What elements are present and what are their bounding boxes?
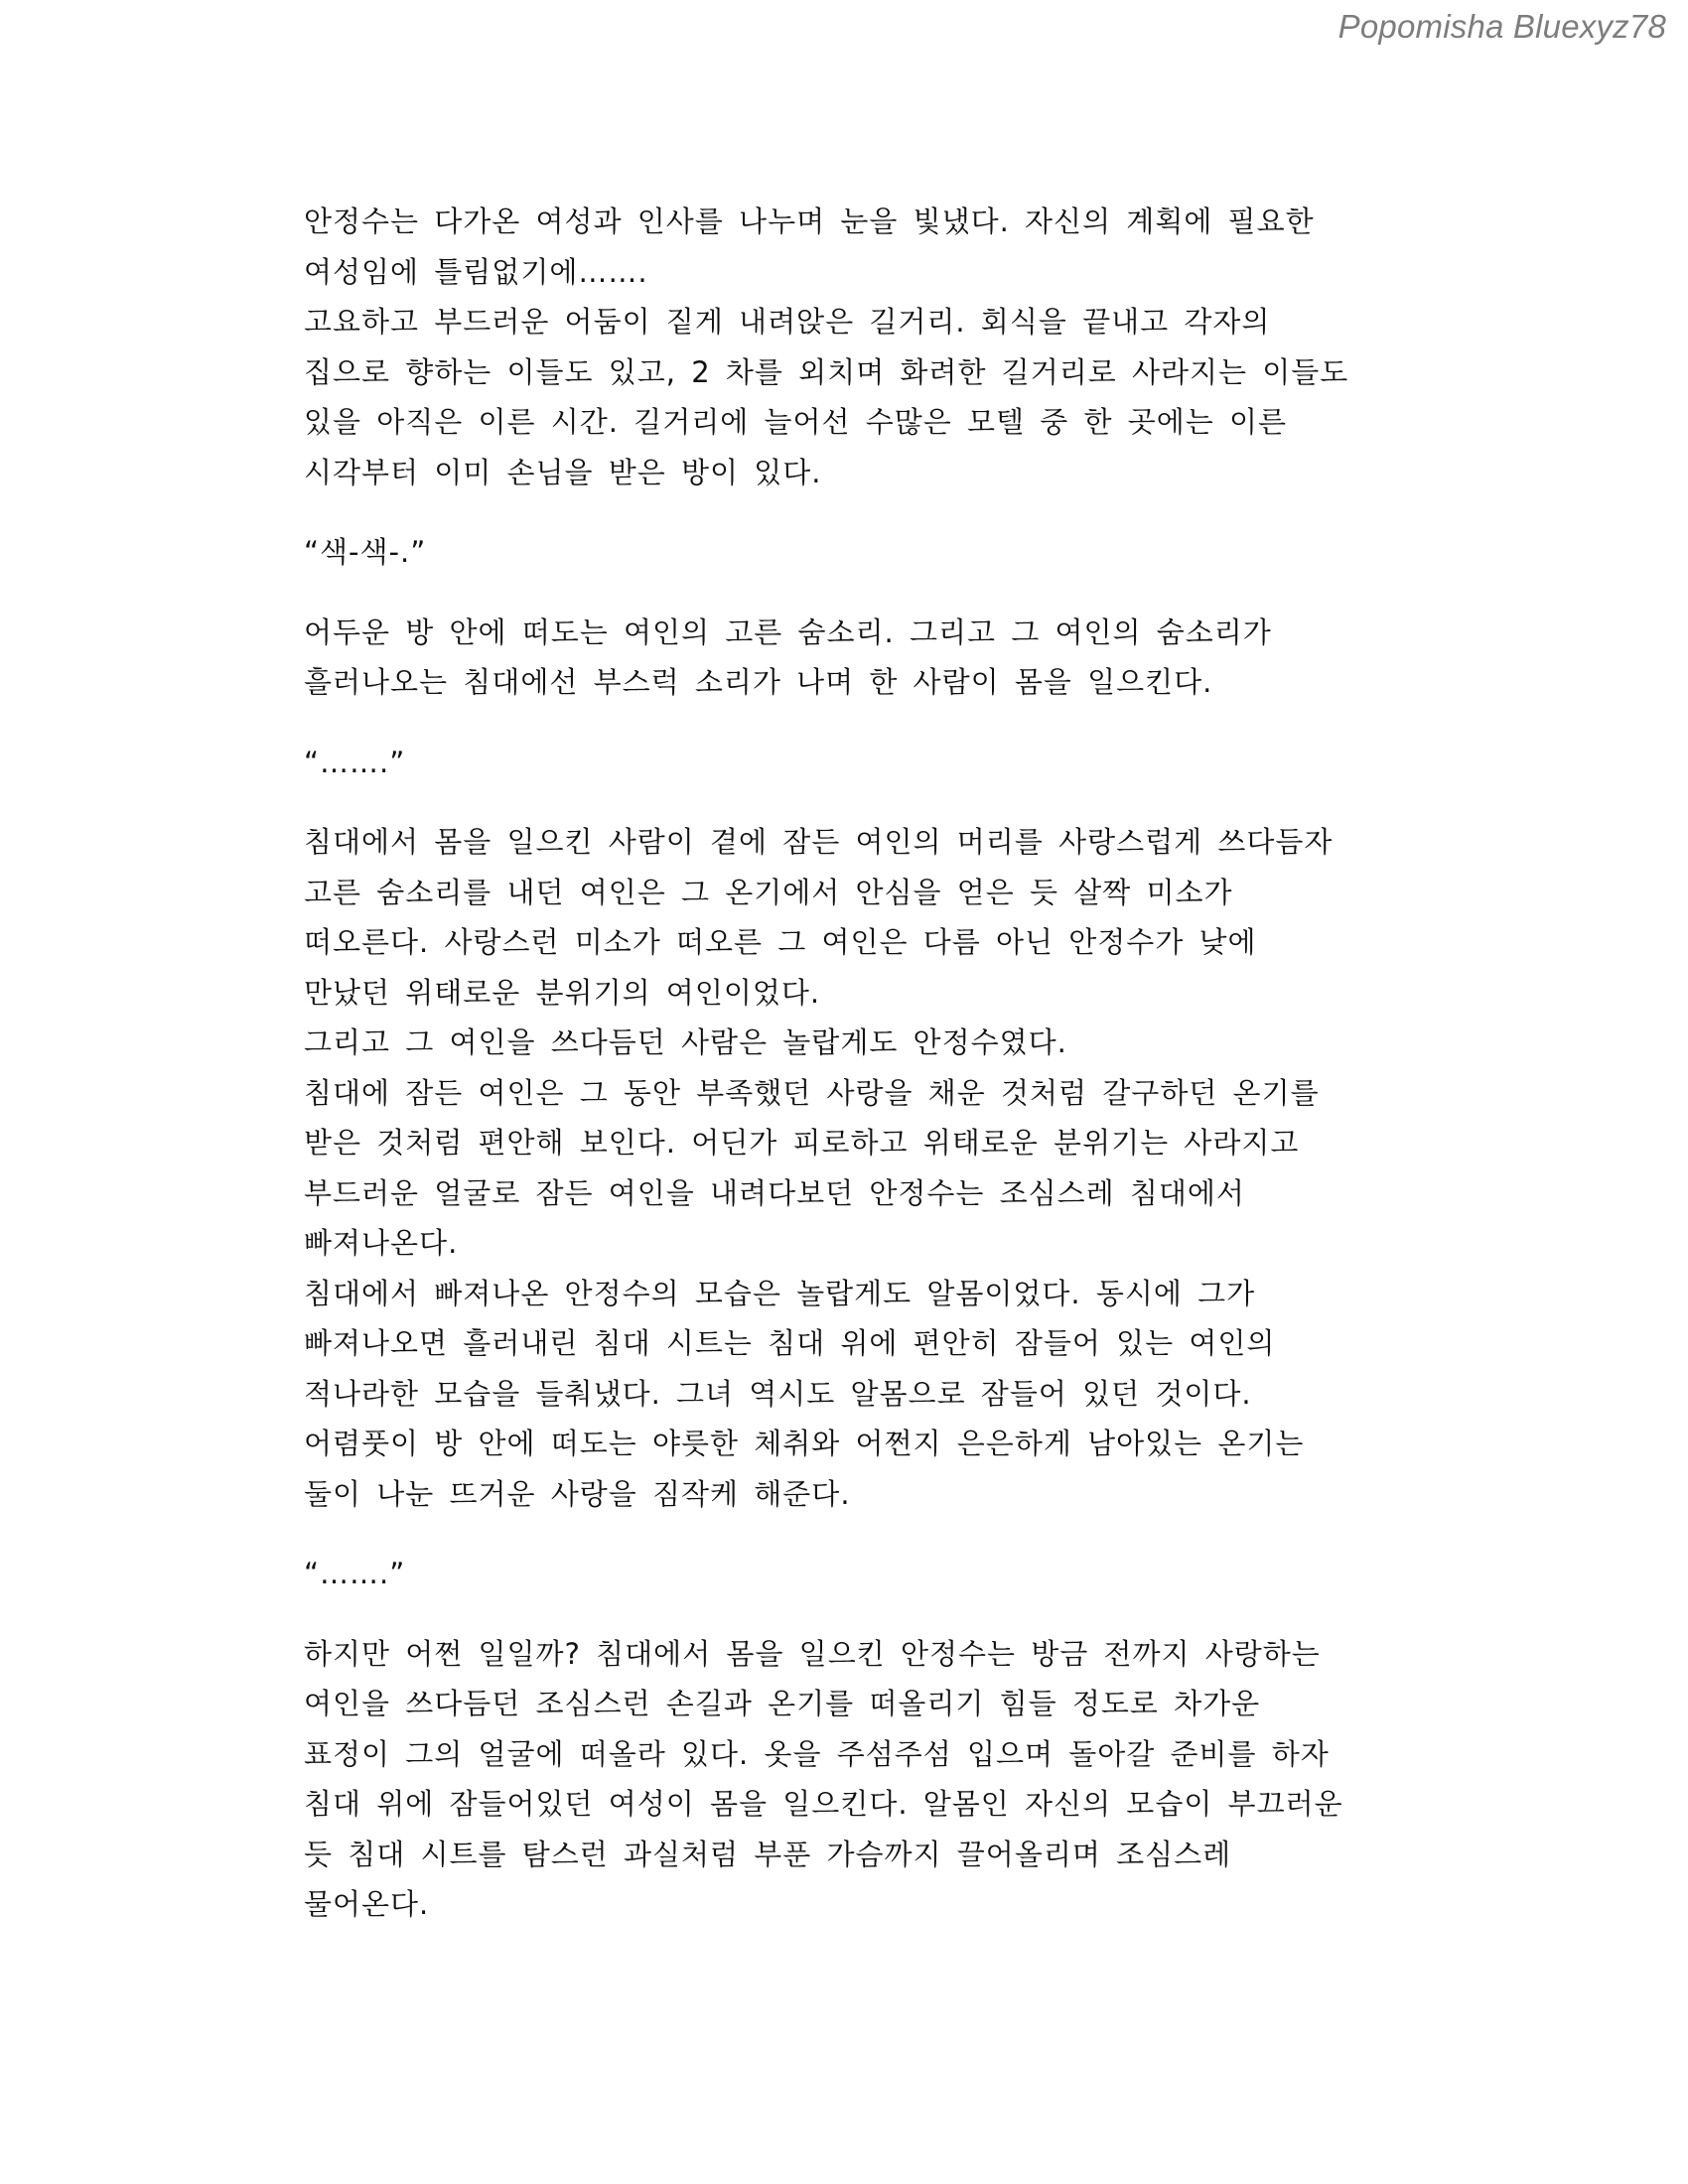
- paragraph: [304, 608, 1416, 708]
- text-line: 어두운 방 안에 떠도는 여인의 고른 숨소리. 그리고 그 여인의 숨소리가: [304, 614, 1272, 649]
- paragraph: [304, 1629, 1416, 1930]
- text-line: 침대에서 몸을 일으킨 사람이 곁에 잠든 여인의 머리를 사랑스럽게 쓰다듬자: [304, 825, 1334, 859]
- text-line: 적나라한 모습을 들춰냈다. 그녀 역시도 알몸으로 잠들어 있던 것이다.: [304, 1376, 1252, 1411]
- text-line: 둘이 나눈 뜨거운 사랑을 짐작케 해준다.: [304, 1476, 851, 1511]
- paragraph: [304, 1269, 1416, 1520]
- paragraph: [304, 297, 1416, 497]
- text-line: 시각부터 이미 손님을 받은 방이 있다.: [304, 455, 822, 489]
- paragraph: [304, 197, 1416, 297]
- paragraph: [304, 738, 1416, 788]
- text-line: 받은 것처럼 편안해 보인다. 어딘가 피로하고 위태로운 분위기는 사라지고: [304, 1126, 1300, 1160]
- text-line: 부드러운 얼굴로 잠든 여인을 내려다보던 안정수는 조심스레 침대에서: [304, 1175, 1245, 1210]
- paragraph: [304, 1018, 1416, 1068]
- paragraph-gap: [304, 1599, 1416, 1629]
- text-line: 집으로 향하는 이들도 있고, 2 차를 외치며 화려한 길거리로 사라지는 이들도: [304, 354, 1349, 389]
- paragraph-gap: [304, 708, 1416, 738]
- page-body: [304, 197, 1416, 1930]
- text-line: 흘러나오는 침대에선 부스럭 소리가 나며 한 사람이 몸을 일으킨다.: [304, 665, 1213, 699]
- text-line: 빠져나오면 흘러내린 침대 시트는 침대 위에 편안히 잠들어 있는 여인의: [304, 1326, 1276, 1360]
- text-line: “…….”: [304, 745, 406, 779]
- text-line: 고른 숨소리를 내던 여인은 그 온기에서 안심을 얻은 듯 살짝 미소가: [304, 875, 1233, 909]
- text-line: 표정이 그의 얼굴에 떠올라 있다. 옷을 주섬주섬 입으며 돌아갈 준비를 하자: [304, 1736, 1330, 1771]
- text-line: 어렴풋이 방 안에 떠도는 야릇한 체취와 어쩐지 은은하게 남아있는 온기는: [304, 1427, 1305, 1460]
- watermark: Popomisha Bluexyz78: [1337, 8, 1666, 45]
- paragraph: [304, 817, 1416, 1018]
- text-line: 침대에 잠든 여인은 그 동안 부족했던 사랑을 채운 것처럼 갈구하던 온기를: [304, 1075, 1320, 1110]
- text-line: 그리고 그 여인을 쓰다듬던 사람은 놀랍게도 안정수였다.: [304, 1025, 1067, 1059]
- text-line: 떠오른다. 사랑스런 미소가 떠오른 그 여인은 다름 아닌 안정수가 낮에: [304, 925, 1257, 959]
- text-line: 여성임에 틀림없기에…….: [304, 254, 648, 289]
- text-line: 있을 아직은 이른 시간. 길거리에 늘어선 수많은 모텔 중 한 곳에는 이른: [304, 405, 1288, 439]
- text-line: 침대 위에 잠들어있던 여성이 몸을 일으킨다. 알몸인 자신의 모습이 부끄러운: [304, 1787, 1343, 1821]
- text-line: 빠져나온다.: [304, 1226, 459, 1260]
- text-line: 물어온다.: [304, 1887, 430, 1921]
- text-line: 듯 침대 시트를 탐스런 과실처럼 부푼 가슴까지 끌어올리며 조심스레: [304, 1837, 1232, 1871]
- text-line: 하지만 어쩐 일일까? 침대에서 몸을 일으킨 안정수는 방금 전까지 사랑하는: [304, 1636, 1321, 1671]
- paragraph-gap: [304, 497, 1416, 527]
- text-line: 안정수는 다가온 여성과 인사를 나누며 눈을 빛냈다. 자신의 계획에 필요한: [304, 205, 1315, 238]
- paragraph: [304, 527, 1416, 578]
- text-line: “…….”: [304, 1557, 406, 1590]
- paragraph-gap: [304, 1519, 1416, 1549]
- text-line: 만났던 위태로운 분위기의 여인이었다.: [304, 975, 821, 1010]
- paragraph-gap: [304, 578, 1416, 608]
- paragraph: [304, 1068, 1416, 1269]
- paragraph-gap: [304, 787, 1416, 817]
- text-line: 침대에서 빠져나온 안정수의 모습은 놀랍게도 알몸이었다. 동시에 그가: [304, 1276, 1256, 1310]
- text-line: “색-색-.”: [304, 535, 427, 569]
- text-line: 고요하고 부드러운 어둠이 짙게 내려앉은 길거리. 회식을 끝내고 각자의: [304, 305, 1271, 339]
- text-line: 여인을 쓰다듬던 조심스런 손길과 온기를 떠올리기 힘들 정도로 차가운: [304, 1687, 1261, 1720]
- paragraph: [304, 1549, 1416, 1599]
